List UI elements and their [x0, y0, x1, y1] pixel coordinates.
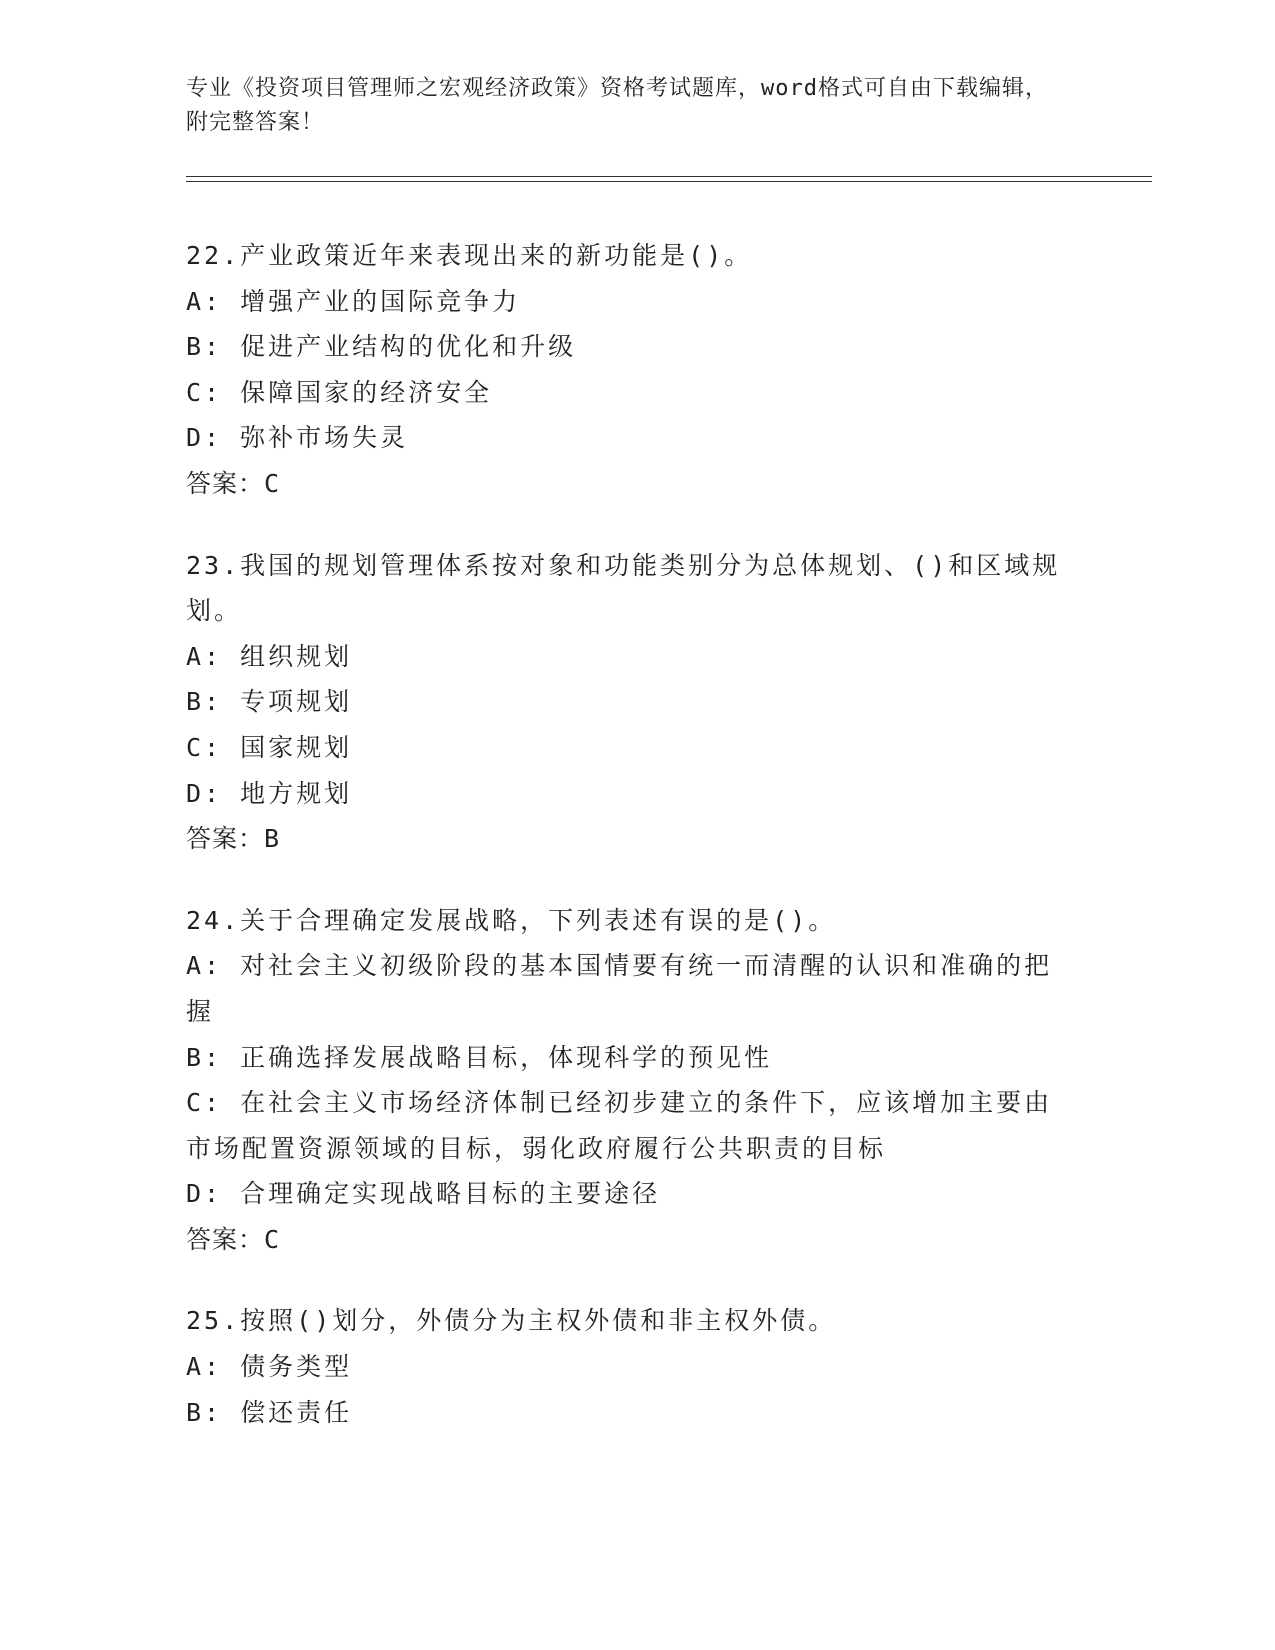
option-b: B: 偿还责任 — [186, 1397, 353, 1427]
option-a: A: 债务类型 — [186, 1352, 353, 1382]
question-stem: 25.按照()划分，外债分为主权外债和非主权外债。 — [186, 1306, 837, 1336]
option-a: A: 组织规划 — [186, 641, 353, 671]
header-divider-top — [186, 176, 1152, 177]
question-stem: 24.关于合理确定发展战略，下列表述有误的是()。 — [186, 905, 837, 935]
header-divider-bottom — [186, 181, 1152, 182]
question-list — [186, 233, 1066, 1471]
question-25 — [186, 1298, 1066, 1435]
option-b: B: 专项规划 — [186, 687, 353, 717]
option-a: A: 对社会主义初级阶段的基本国情要有统一而清醒的认识和准确的把握 — [186, 951, 1053, 1026]
option-c: C: 在社会主义市场经济体制已经初步建立的条件下，应该增加主要由市场配置资源领域的目标，弱化政府履行公共职责的目标 — [186, 1088, 1053, 1163]
question-24 — [186, 898, 1066, 1263]
option-c: C: 国家规划 — [186, 732, 353, 762]
answer-line: 答案：C — [186, 1224, 281, 1254]
question-23 — [186, 543, 1066, 862]
option-b: B: 正确选择发展战略目标，体现科学的预见性 — [186, 1042, 773, 1072]
option-d: D: 合理确定实现战略目标的主要途径 — [186, 1179, 661, 1209]
answer-line: 答案：B — [186, 824, 281, 854]
document-header: 专业《投资项目管理师之宏观经济政策》资格考试题库，word格式可自由下载编辑，附完整答案！ — [186, 76, 1048, 135]
option-d: D: 地方规划 — [186, 778, 353, 808]
question-stem: 22.产业政策近年来表现出来的新功能是()。 — [186, 241, 753, 270]
answer-line: 答案：C — [186, 468, 281, 498]
question-22 — [186, 233, 1066, 507]
option-d: D: 弥补市场失灵 — [186, 423, 409, 453]
option-c: C: 保障国家的经济安全 — [186, 377, 493, 407]
question-stem: 23.我国的规划管理体系按对象和功能类别分为总体规划、()和区域规划。 — [186, 550, 1061, 626]
option-a: A: 增强产业的国际竞争力 — [186, 286, 521, 316]
option-b: B: 促进产业结构的优化和升级 — [186, 332, 577, 362]
